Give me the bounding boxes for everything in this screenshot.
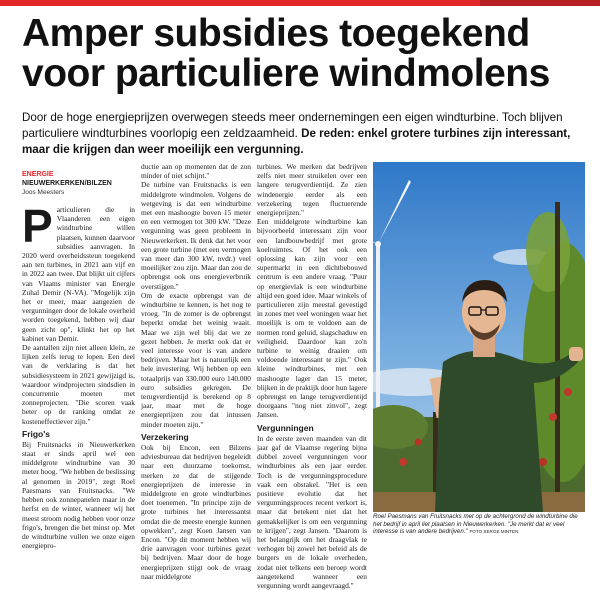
photo-illustration xyxy=(373,162,585,512)
col2-paragraph-3: Om de exacte opbrengst van de windturbine te kennen, is het nog te vroeg. "In de zomer is de opbrengst beperkt omdat het weinig waait. Maar we zijn wel blij dat we ze gezet hebben. Je merkt ook dat er veel interesse voor is van andere bedrijven. Maar het is natuurlijk een hele investering. Wij hebben op een totaalprijs van 330.000 euro 140.000 euro subsidies gekregen. De terugverdientijd is berekend op 8 jaar, maar met de hoge energieprijzen zou dat intussen minder moeten zijn." xyxy=(141,290,251,429)
subheading-vergunningen: Vergunningen xyxy=(257,422,314,433)
caption-text: Roel Paesmans van Fruitsnacks met op de achtergrond de windturbine die het bedrijf in april liet plaatsen in Nieuwerkerken. "Je merkt dat er veel interesse is van andere bedrijven." xyxy=(373,513,578,536)
lead-paragraph xyxy=(22,110,582,158)
headline: Amper subsidies toegekend voor particuliere windmolens xyxy=(22,12,550,95)
lead-bold: De reden: enkel grotere turbines zijn interessant, maar die krijgen dan weer moeilijk een vergunning. xyxy=(22,127,571,156)
subheading-frigos: Frigo's xyxy=(22,428,50,439)
article-photo xyxy=(373,162,585,512)
col1-paragraph-2: De aantallen zijn niet alleen klein, ze lijken zelfs terug te lopen. Een deel van de verklaring is dat het subsidiesysteem in 2021 gewijzigd is, waardoor windprojecten sindsdien in concurrentie moeten met zonneprojecten. "Die scoren vaak beter op de ranking omdat ze kosteneffectiever zijn." xyxy=(22,343,135,426)
col3-paragraph-2: Een middelgrote windturbine kan bijvoorbeeld interessant zijn voor een landbouwbedrijf met grote koelruimtes. Of het ook een oplossing kan zijn voor een supermarkt in een dichtbebouwd centrum is een andere vraag. "Puur op energievlak is een windturbine altijd een goed idee. Maar winkels of particulieren zijn meestal gevestigd in zones met veel woningen waar het moeilijk is om te voldoen aan de normen rond geluid, slagschaduw en veiligheid. Daardoor kan zo'n turbine te weinig draaien om voldoende interessant te zijn." Ook kleine windturbines, met een mashoogte lager dan 15 meter, blijken in de praktijk door hun lagere opbrengst en lange terugverdientijd doorgaans "nog niet zinvol", zegt Jansen. xyxy=(257,217,368,420)
col2-paragraph-2: De turbine van Fruitsnacks is een middelgrote windmolen. Volgens de wetgeving is dat een windturbine met een mashoogte boven 15 meter en een vermogen tot 300 kW. "Deze vergunning was geen probleem in Nieuwerkerken. Ik denk dat het voor een grote turbine (met een vermogen van meer dan 300 kW, nvdr.) veel moeilijker zou zijn. Maar dan zou de opbrengst ook ons energieverbruik overstijgen." xyxy=(141,180,251,291)
column-2 xyxy=(141,162,251,581)
location-line: NIEUWERKERKEN/BILZEN xyxy=(22,180,112,187)
column-1 xyxy=(22,200,135,551)
col2-paragraph-1: ductie aan op momenten dat de zon minder of niet schijnt." xyxy=(141,162,251,181)
author-byline: Joos Meesters xyxy=(22,189,65,196)
column-3 xyxy=(257,162,367,590)
photo-credit: FOTO SERGE MINTEN xyxy=(469,529,519,535)
col3-paragraph-1: turbines. We merken dat bedrijven zelfs niet meer struikelen over een langere terugverdientijd. Ze zien windenergie eerder als een verzekering tegen fluctuerende energieprijzen." xyxy=(257,162,367,218)
col1-paragraph-1: articulieren die in Vlaanderen een eigen windturbine willen plaatsen, kunnen daarvoor subsidies aanvragen. In 2020 werd overheidssteun toegekend aan ten turbines, in 2021 aan vijf en in 2022 aan twee. Dat blijkt uit cijfers van Vlaams minister van Energie Zuhal Demir (N-VA). "Mogelijk zijn het er meer, maar aangezien de vergunningen door de lokale overheid worden toegekend, hebben wij daar geen zicht op", klinkt het op het kabinet van Demir. xyxy=(22,205,135,343)
section-kicker: ENERGIE xyxy=(22,171,54,178)
drop-cap: P xyxy=(22,200,53,252)
col3-paragraph-3: In de eerste zeven maanden van dit jaar gaf de Vlaamse regering bijna dubbel zoveel vergunningen voor windturbines als een jaar eerder. Toch is de vergunningsprocedure vaak een obstakel. "Het is een positieve evolutie dat het vergunningsproces recent verkort is, maar dat betekent niet dat het gemakkelijker is om een vergunning te krijgen", zegt Jansen. "Daarom is het belangrijk om het draagvlak te verhogen bij zowel het beleid als de burgers en de lokale overheden, zodat niet telkens een beroep wordt aangetekend wanneer een vergunning wordt aangevraagd." xyxy=(257,433,367,590)
header-bar-accent xyxy=(480,0,600,6)
subheading-verzekering: Verzekering xyxy=(141,431,189,442)
col2-paragraph-4: Ook bij Encon, een Bilzens adviesbureau dat bedrijven begeleidt naar een duurzame toekomst, merken ze dat de stijgende energieprijzen de interesse in middelgrote en grote windturbines doet toenemen. "In principe zijn de grote turbines het interessantst omdat die de meeste energie kunnen opwekken", zegt Koen Jansen van Encon. "Op dit moment hebben wij drie aanvragen voor turbines gezet bij bedrijven. Maar door de hoge energieprijzen stijgt ook de vraag naar middelgrote xyxy=(141,442,251,581)
lead-intro: Door de hoge energieprijzen overwegen steeds meer ondernemingen een eigen windturbine. Toch blijven particuliere windturbines voorlopig een zeldzaamheid. xyxy=(22,111,563,140)
col1-paragraph-3: Bij Fruitsnacks in Nieuwerkerken staat er sinds april wel een middelgrote windturbine van 30 meter hoog. "We hebben de beslissing al genomen in 2019", zegt Roel Paesmans van Fruitsnacks. "We hebben ook zonnepanelen maar in de herfst en de winter, wanneer wij het meest stroom nodig hebben voor onze frigo's, brengen die het minst op. Met de windturbine vullen we onze eigen energiepro- xyxy=(22,439,135,551)
photo-caption xyxy=(373,513,585,536)
header-bar xyxy=(0,0,600,6)
